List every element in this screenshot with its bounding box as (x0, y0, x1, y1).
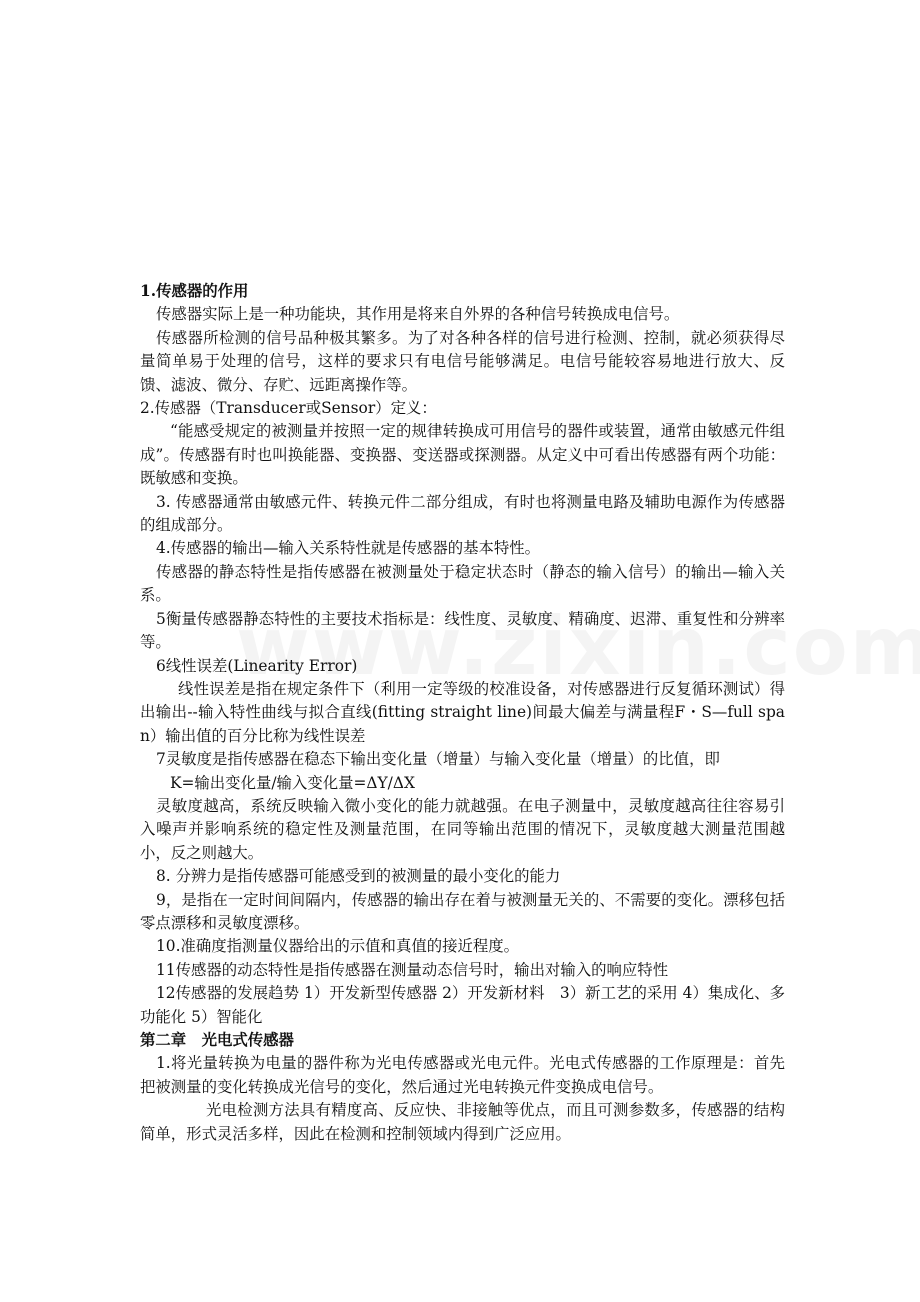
paragraph: 11传感器的动态特性是指传感器在测量动态信号时，输出对输入的响应特性 (156, 960, 669, 979)
paragraph: 10.准确度指测量仪器给出的示值和真值的接近程度。 (156, 937, 520, 956)
section-heading-1: 1.传感器的作用 (140, 282, 249, 300)
document-body (140, 280, 785, 1146)
definition-quote: “能感受规定的被测量并按照一定的规律转换成可用信号的器件或装置，通常由敏感元件组成”。传感器有时也叫换能器、变换器、变送器或探测器。从定义中可看出传感器有两个功能：既敏感和变换。 (140, 422, 785, 488)
paragraph: 7灵敏度是指传感器在稳态下输出变化量（增量）与输入变化量（增量）的比值，即 (156, 750, 720, 769)
formula: K=输出变化量/输入变化量=ΔY/ΔX (170, 773, 415, 792)
paragraph: 8. 分辨力是指传感器可能感受到的被测量的最小变化的能力 (156, 867, 561, 886)
paragraph: 光电检测方法具有精度高、反应快、非接触等优点，而且可测参数多，传感器的结构简单，形式灵活多样，因此在检测和控制领域内得到广泛应用。 (140, 1101, 785, 1143)
paragraph: 1.将光量转换为电量的器件称为光电传感器或光电元件。光电式传感器的工作原理是：首先把被测量的变化转换成光信号的变化，然后通过光电转换元件变换成电信号。 (140, 1054, 785, 1096)
paragraph: 传感器实际上是一种功能块，其作用是将来自外界的各种信号转换成电信号。 (156, 305, 680, 324)
paragraph: 9，是指在一定时间间隔内，传感器的输出存在着与被测量无关的、不需要的变化。漂移包括零点漂移和灵敏度漂移。 (140, 890, 785, 932)
paragraph: 线性误差是指在规定条件下（利用一定等级的校准设备，对传感器进行反复循环测试）得出输出--输入特性曲线与拟合直线(fitting straight line)间最大偏差与满量程F・S—full span）输出值的百分比称为线性误差 (140, 679, 785, 745)
paragraph: 4.传感器的输出—输入关系特性就是传感器的基本特性。 (156, 539, 541, 558)
paragraph: 传感器所检测的信号品种极其繁多。为了对各种各样的信号进行检测、控制，就必须获得尽量简单易于处理的信号，这样的要求只有电信号能够满足。电信号能较容易地进行放大、反馈、滤波、微分、存贮、远距离操作等。 (140, 328, 785, 394)
paragraph: 12传感器的发展趋势 1）开发新型传感器 2）开发新材料 3）新工艺的采用 4）集成化、多功能化 5）智能化 (140, 984, 785, 1026)
chapter-heading: 第二章 光电式传感器 (140, 1031, 294, 1049)
paragraph: 6线性误差(Linearity Error) (156, 656, 358, 675)
paragraph: 2.传感器（Transducer或Sensor）定义： (140, 399, 437, 418)
paragraph: 传感器的静态特性是指传感器在被测量处于稳定状态时（静态的输入信号）的输出—输入关系。 (140, 562, 785, 605)
paragraph: 5衡量传感器静态特性的主要技术指标是：线性度、灵敏度、精确度、迟滞、重复性和分辨率等。 (140, 609, 785, 652)
paragraph: 灵敏度越高，系统反映输入微小变化的能力就越强。在电子测量中，灵敏度越高往往容易引入噪声并影响系统的稳定性及测量范围，在同等输出范围的情况下，灵敏度越大测量范围越小，反之则越大。 (140, 796, 785, 862)
paragraph: 3. 传感器通常由敏感元件、转换元件二部分组成，有时也将测量电路及辅助电源作为传感器的组成部分。 (140, 492, 785, 535)
